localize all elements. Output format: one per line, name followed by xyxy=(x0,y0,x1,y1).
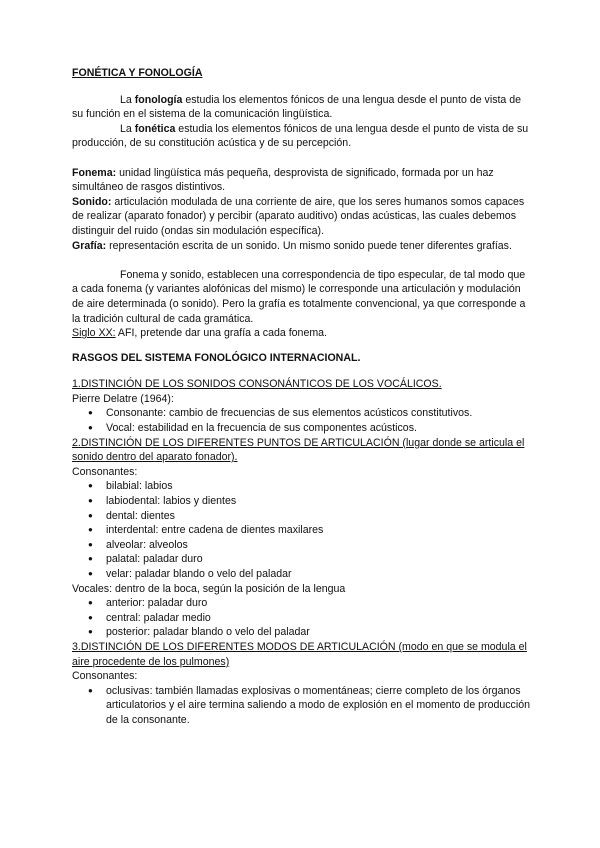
section-2-vocales-list xyxy=(72,596,532,640)
section-2-heading: 2.DISTINCIÓN DE LOS DIFERENTES PUNTOS DE ARTICULACIÓN (lugar donde se articula el sonido dentro del aparato fonador). xyxy=(72,436,525,464)
list-item: ● palatal: paladar duro xyxy=(72,552,532,567)
fonetica-term: fonética xyxy=(134,122,176,135)
document-page xyxy=(72,66,532,728)
fonetica-paragraph: La fonética estudia los elementos fónicos de una lengua desde el punto de vista de su producción, de su constitución acústica y de su percepción. xyxy=(72,122,529,150)
section-3-list xyxy=(72,684,532,728)
list-item: ● interdental: entre cadena de dientes maxilares xyxy=(72,523,532,538)
section-3-consonantes-label: Consonantes: xyxy=(72,670,138,683)
list-item: ● Consonante: cambio de frecuencias de sus elementos acústicos constitutivos. xyxy=(72,406,532,421)
fonologia-paragraph: La fonología estudia los elementos fónicos de una lengua desde el punto de vista de su función en el sistema de la comunicación lingüística. xyxy=(72,93,522,121)
definition-sonido: Sonido: articulación modulada de una corriente de aire, que los seres humanos somos capaces de realizar (aparato fonador) y percibir (aparato auditivo) ondas acústicas, las cuales debemos distinguir del ruido (ondas sin modulación específica). xyxy=(72,195,525,237)
list-item: ● alveolar: alveolos xyxy=(72,538,532,553)
section-1-heading: 1.DISTINCIÓN DE LOS SONIDOS CONSONÁNTICOS DE LOS VOCÁLICOS. xyxy=(72,378,442,391)
rasgos-heading: RASGOS DEL SISTEMA FONOLÓGICO INTERNACIONAL. xyxy=(72,351,361,364)
definition-fonema: Fonema: unidad lingüística más pequeña, desprovista de significado, formada por un haz simultáneo de rasgos distintivos. xyxy=(72,166,494,194)
list-item: ● velar: paladar blando o velo del paladar xyxy=(72,567,532,582)
correspondencia-paragraph: Fonema y sonido, establecen una correspondencia de tipo especular, de tal modo que a cada fonema (y variantes alofónicas del mismo) le corresponde una articulación y modulación de aire determinada (o sonido). Pero la grafía es totalmente convencional, ya que corresponde a la tradición cultural de cada gramática. xyxy=(72,268,526,325)
section-2-vocales-label: Vocales: dentro de la boca, según la posición de la lengua xyxy=(72,582,346,595)
list-item: ● bilabial: labios xyxy=(72,479,532,494)
definition-grafia: Grafía: representación escrita de un sonido. Un mismo sonido puede tener diferentes grafías. xyxy=(72,239,512,252)
section-3-heading: 3.DISTINCIÓN DE LOS DIFERENTES MODOS DE ARTICULACIÓN (modo en que se modula el aire procedente de los pulmones) xyxy=(72,640,527,668)
list-item: ● labiodental: labios y dientes xyxy=(72,494,532,509)
list-item: ● oclusivas: también llamadas explosivas o momentáneas; cierre completo de los órganos articulatorios y el aire termina saliendo a modo de explosión en el momento de producción de la consonante. xyxy=(72,684,532,728)
list-item: ● central: paladar medio xyxy=(72,611,532,626)
list-item: ● dental: dientes xyxy=(72,509,532,524)
siglo-line: Siglo XX: AFI, pretende dar una grafía a cada fonema. xyxy=(72,327,328,340)
section-1-author: Pierre Delatre (1964): xyxy=(72,392,174,405)
fonologia-term: fonología xyxy=(134,93,183,106)
section-2-consonantes-list xyxy=(72,479,532,581)
list-item: ● anterior: paladar duro xyxy=(72,596,532,611)
list-item: ● posterior: paladar blando o velo del paladar xyxy=(72,625,532,640)
document-title: FONÉTICA Y FONOLOGÍA xyxy=(72,67,203,79)
section-2-consonantes-label: Consonantes: xyxy=(72,465,138,478)
section-1-list xyxy=(72,406,532,435)
list-item: ● Vocal: estabilidad en la frecuencia de sus componentes acústicos. xyxy=(72,421,532,436)
